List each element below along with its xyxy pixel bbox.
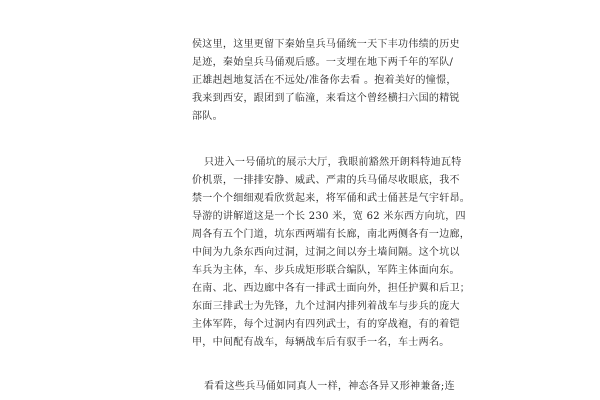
paragraph-1-line-5: 部队。	[192, 111, 223, 122]
article-body	[192, 36, 471, 396]
paragraph-2-line-2: 价机票，一排排安静、威武、严肃的兵马俑尽收眼底，我不	[192, 175, 460, 186]
paragraph-1-line-2: 足迹，秦始皇兵马俑观后感。一支埋在地下两千年的军队/	[192, 57, 454, 68]
paragraph-2-line-8: 在南、北、西边廊中各有一排武士面向外，担任护翼和后卫；	[192, 283, 471, 294]
paragraph-2-line-5: 周各有五个门道，坑东西两端有长廊，南北两侧各有一边廊，	[192, 229, 471, 240]
paragraph-1-line-1: 侯这里，这里更留下秦始皇兵马俑统一天下丰功伟绩的历史	[192, 39, 460, 50]
paragraph-2-line-10: 主体军阵，每个过洞内有四列武士，有的穿战袍，有的着铠	[192, 319, 460, 330]
paragraph-2-line-4: 导游的讲解道这是一个长 230 米，宽 62 米东西方向坑，四	[192, 211, 466, 222]
paragraph-2-line-7: 车兵为主体，车、步兵成矩形联合编队，军阵主体面向东。	[192, 265, 460, 276]
paragraph-2-line-11: 甲，中间配有战车，每辆战车后有驭手一名，车士两名。	[192, 337, 450, 348]
paragraph-2-line-6: 中间为九条东西向过洞，过洞之间以夯土墙间隔。这个坑以	[192, 247, 460, 258]
paragraph-3	[192, 378, 455, 396]
paragraph-1	[192, 36, 460, 126]
paragraph-2-line-9: 东面三排武士为先锋，九个过洞内排列着战车与步兵的庞大	[192, 301, 460, 312]
paragraph-1-line-3: 正雄赳赳地复活在不远处/准备你去看 。抱着美好的憧憬，	[192, 75, 457, 86]
paragraph-2	[192, 154, 471, 352]
paragraph-2-line-1: 只进入一号俑坑的展示大厅，我眼前豁然开朗料特迪瓦特	[204, 157, 462, 168]
paragraph-3-line-1: 看看这些兵马俑如同真人一样，神态各异又形神兼备;连	[204, 381, 455, 392]
paragraph-2-line-3: 禁一个个细细观看欣赏起来，将军俑和武士俑甚是气宇轩昂。	[192, 193, 471, 204]
paragraph-1-line-4: 我来到西安，跟团到了临潼，来看这个曾经横扫六国的精锐	[192, 93, 460, 104]
